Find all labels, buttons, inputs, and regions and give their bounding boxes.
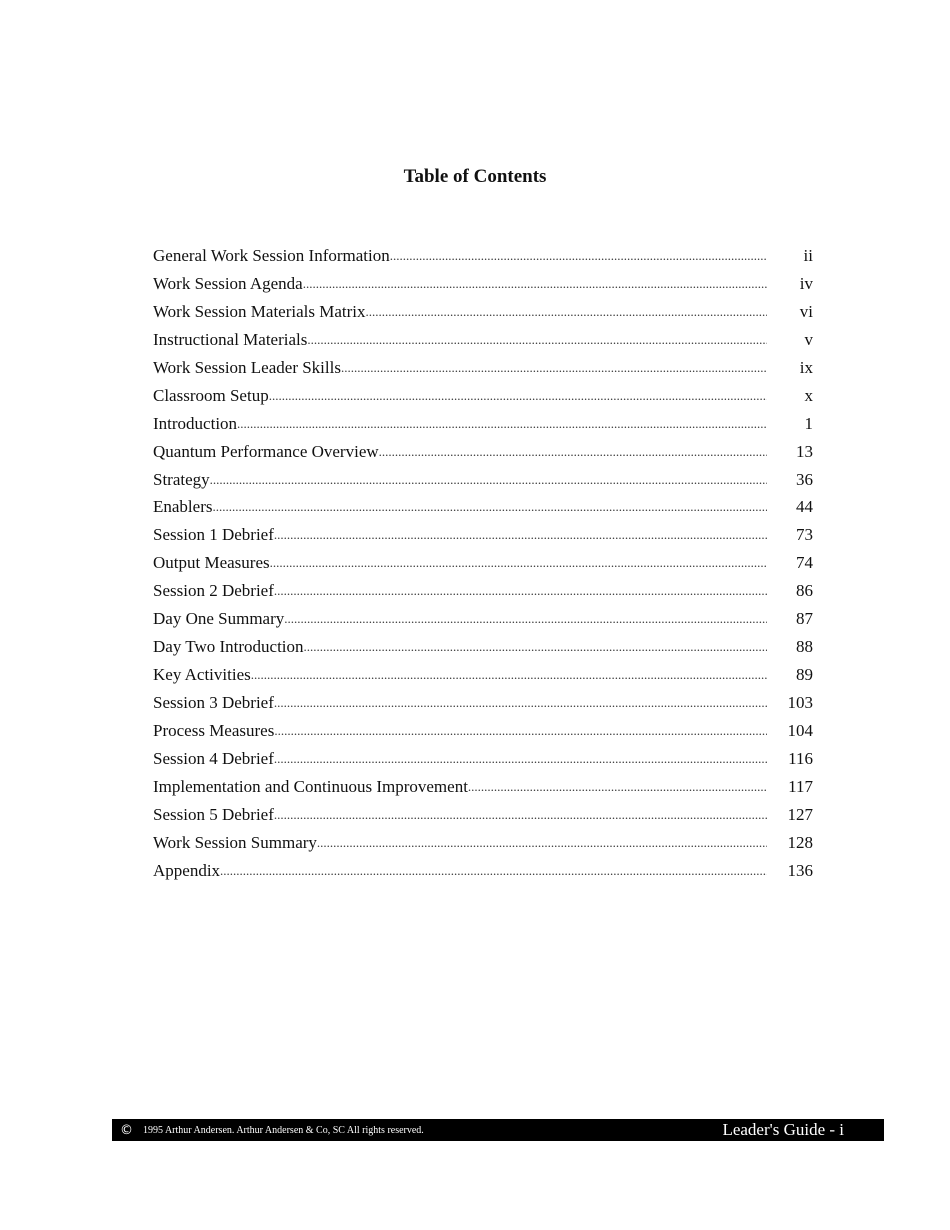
toc-entry-page-number: ix xyxy=(799,357,813,377)
toc-entry-label: Session 5 Debrief xyxy=(153,804,274,824)
toc-entry-title xyxy=(153,633,767,661)
toc-entry xyxy=(153,549,813,577)
toc-entry xyxy=(153,354,813,382)
toc-dot-leader xyxy=(284,605,767,633)
toc-dot-leader xyxy=(307,326,767,354)
toc-entry xyxy=(153,605,813,633)
toc-entry-page-number: ii xyxy=(803,246,813,265)
toc-entry-page-number: 128 xyxy=(787,832,813,852)
toc-dot-leader xyxy=(274,521,767,549)
toc-entry-title xyxy=(153,549,767,577)
toc-entry-page-number: 127 xyxy=(787,804,813,824)
toc-entry-label: General Work Session Information xyxy=(153,246,390,265)
toc-entry-page-number: 73 xyxy=(796,525,813,545)
toc-entry xyxy=(153,270,813,298)
toc-entry-label: Work Session Agenda xyxy=(153,273,303,293)
toc-entry xyxy=(153,298,813,326)
toc-entry-label: Quantum Performance Overview xyxy=(153,441,379,461)
toc-entry xyxy=(153,438,813,466)
page-label: Leader's Guide - i xyxy=(722,1120,844,1139)
toc-dot-leader xyxy=(303,270,767,298)
toc-entry-title xyxy=(153,661,767,689)
toc-dot-leader xyxy=(468,773,767,801)
toc-entry-label: Session 2 Debrief xyxy=(153,581,274,601)
toc-entry-title xyxy=(153,773,767,801)
toc-entry-page-number: 116 xyxy=(788,748,813,768)
toc-entry-title xyxy=(153,270,767,298)
toc-entry-page-number: 74 xyxy=(796,553,813,573)
toc-entry-title xyxy=(153,857,767,885)
toc-dot-leader xyxy=(274,717,767,745)
copyright-text: 1995 Arthur Andersen. Arthur Andersen & Co, SC All rights reserved. xyxy=(143,1124,424,1136)
toc-dot-leader xyxy=(237,410,767,438)
toc-dot-leader xyxy=(366,298,767,326)
toc-entry-title xyxy=(153,745,767,773)
toc-entry-page-number: 1 xyxy=(804,413,813,433)
toc-dot-leader xyxy=(210,466,767,494)
toc-entry-page-number: 89 xyxy=(796,665,813,685)
toc-entry-page-number: 88 xyxy=(796,637,813,657)
toc-entry xyxy=(153,661,813,689)
toc-dot-leader xyxy=(274,801,767,829)
toc-dot-leader xyxy=(274,577,767,605)
toc-entry xyxy=(153,801,813,829)
toc-entry xyxy=(153,633,813,661)
toc-entry xyxy=(153,689,813,717)
toc-entry-label: Day Two Introduction xyxy=(153,637,304,657)
toc-entry-page-number: 87 xyxy=(796,609,813,629)
toc-entry-title xyxy=(153,354,767,382)
toc-entry-page-number: 103 xyxy=(787,693,813,712)
toc-entry-label: Work Session Leader Skills xyxy=(153,357,341,377)
toc-entry-page-number: v xyxy=(804,329,813,349)
toc-entry-title xyxy=(153,438,767,466)
toc-entry-label: Session 1 Debrief xyxy=(153,525,274,545)
toc-entry-label: Enablers xyxy=(153,497,213,517)
toc-entry-title xyxy=(153,689,767,717)
toc-entry xyxy=(153,326,813,354)
toc-entry-page-number: 136 xyxy=(787,860,813,880)
toc-entry-title xyxy=(153,521,767,549)
toc-entry xyxy=(153,577,813,605)
page-footer xyxy=(112,1119,884,1141)
toc-entry xyxy=(153,857,813,885)
toc-dot-leader xyxy=(274,745,767,773)
toc-entry-label: Appendix xyxy=(153,860,221,880)
toc-entry-label: Session 3 Debrief xyxy=(153,693,274,712)
toc-entry-page-number: 104 xyxy=(787,720,813,740)
toc-entry-title xyxy=(153,605,767,633)
toc-entry xyxy=(153,773,813,801)
toc-entry xyxy=(153,745,813,773)
toc-entry-title xyxy=(153,577,767,605)
toc-dot-leader xyxy=(270,549,767,577)
toc-dot-leader xyxy=(317,829,767,857)
toc-entry xyxy=(153,466,813,494)
table-of-contents xyxy=(153,242,813,885)
copyright-icon: © xyxy=(120,1122,133,1138)
toc-dot-leader xyxy=(379,438,767,466)
toc-entry-label: Implementation and Continuous Improvement xyxy=(153,776,468,796)
toc-entry-label: Strategy xyxy=(153,469,210,489)
toc-dot-leader xyxy=(341,354,767,382)
toc-dot-leader xyxy=(269,382,767,410)
toc-entry-page-number: 13 xyxy=(796,441,813,461)
toc-entry xyxy=(153,829,813,857)
toc-entry-page-number: vi xyxy=(799,301,813,321)
toc-entry-title xyxy=(153,466,767,494)
toc-entry-title xyxy=(153,326,767,354)
toc-entry-title xyxy=(153,717,767,745)
toc-entry-label: Work Session Materials Matrix xyxy=(153,301,366,321)
toc-entry-label: Introduction xyxy=(153,413,238,433)
toc-dot-leader xyxy=(304,633,767,661)
toc-entry-title xyxy=(153,382,767,410)
toc-entry-title xyxy=(153,410,767,438)
toc-entry-label: Output Measures xyxy=(153,553,270,573)
toc-entry-title xyxy=(153,493,767,521)
toc-entry xyxy=(153,382,813,410)
toc-entry-label: Work Session Summary xyxy=(153,832,317,852)
toc-entry-page-number: iv xyxy=(799,273,813,293)
toc-entry-title xyxy=(153,829,767,857)
toc-entry xyxy=(153,521,813,549)
toc-entry-title xyxy=(153,298,767,326)
toc-entry-page-number: 117 xyxy=(788,776,813,796)
toc-dot-leader xyxy=(251,661,767,689)
toc-entry-label: Instructional Materials xyxy=(153,329,308,349)
toc-entry-label: Classroom Setup xyxy=(153,385,269,405)
toc-entry-label: Key Activities xyxy=(153,665,251,685)
toc-entry-title xyxy=(153,801,767,829)
toc-dot-leader xyxy=(390,242,767,270)
toc-entry xyxy=(153,410,813,438)
toc-dot-leader xyxy=(274,689,767,717)
toc-dot-leader xyxy=(212,493,767,521)
toc-entry-page-number: 86 xyxy=(796,581,813,601)
toc-entry xyxy=(153,242,813,270)
toc-entry-page-number: 36 xyxy=(796,469,813,489)
page-title: Table of Contents xyxy=(403,166,547,187)
toc-entry-page-number: 44 xyxy=(796,497,813,517)
toc-entry xyxy=(153,717,813,745)
toc-entry xyxy=(153,493,813,521)
toc-entry-page-number: x xyxy=(804,385,813,405)
toc-entry-label: Process Measures xyxy=(153,720,275,740)
toc-dot-leader xyxy=(220,857,767,885)
toc-entry-label: Session 4 Debrief xyxy=(153,748,274,768)
toc-entry-title xyxy=(153,242,767,270)
toc-entry-label: Day One Summary xyxy=(153,609,285,629)
